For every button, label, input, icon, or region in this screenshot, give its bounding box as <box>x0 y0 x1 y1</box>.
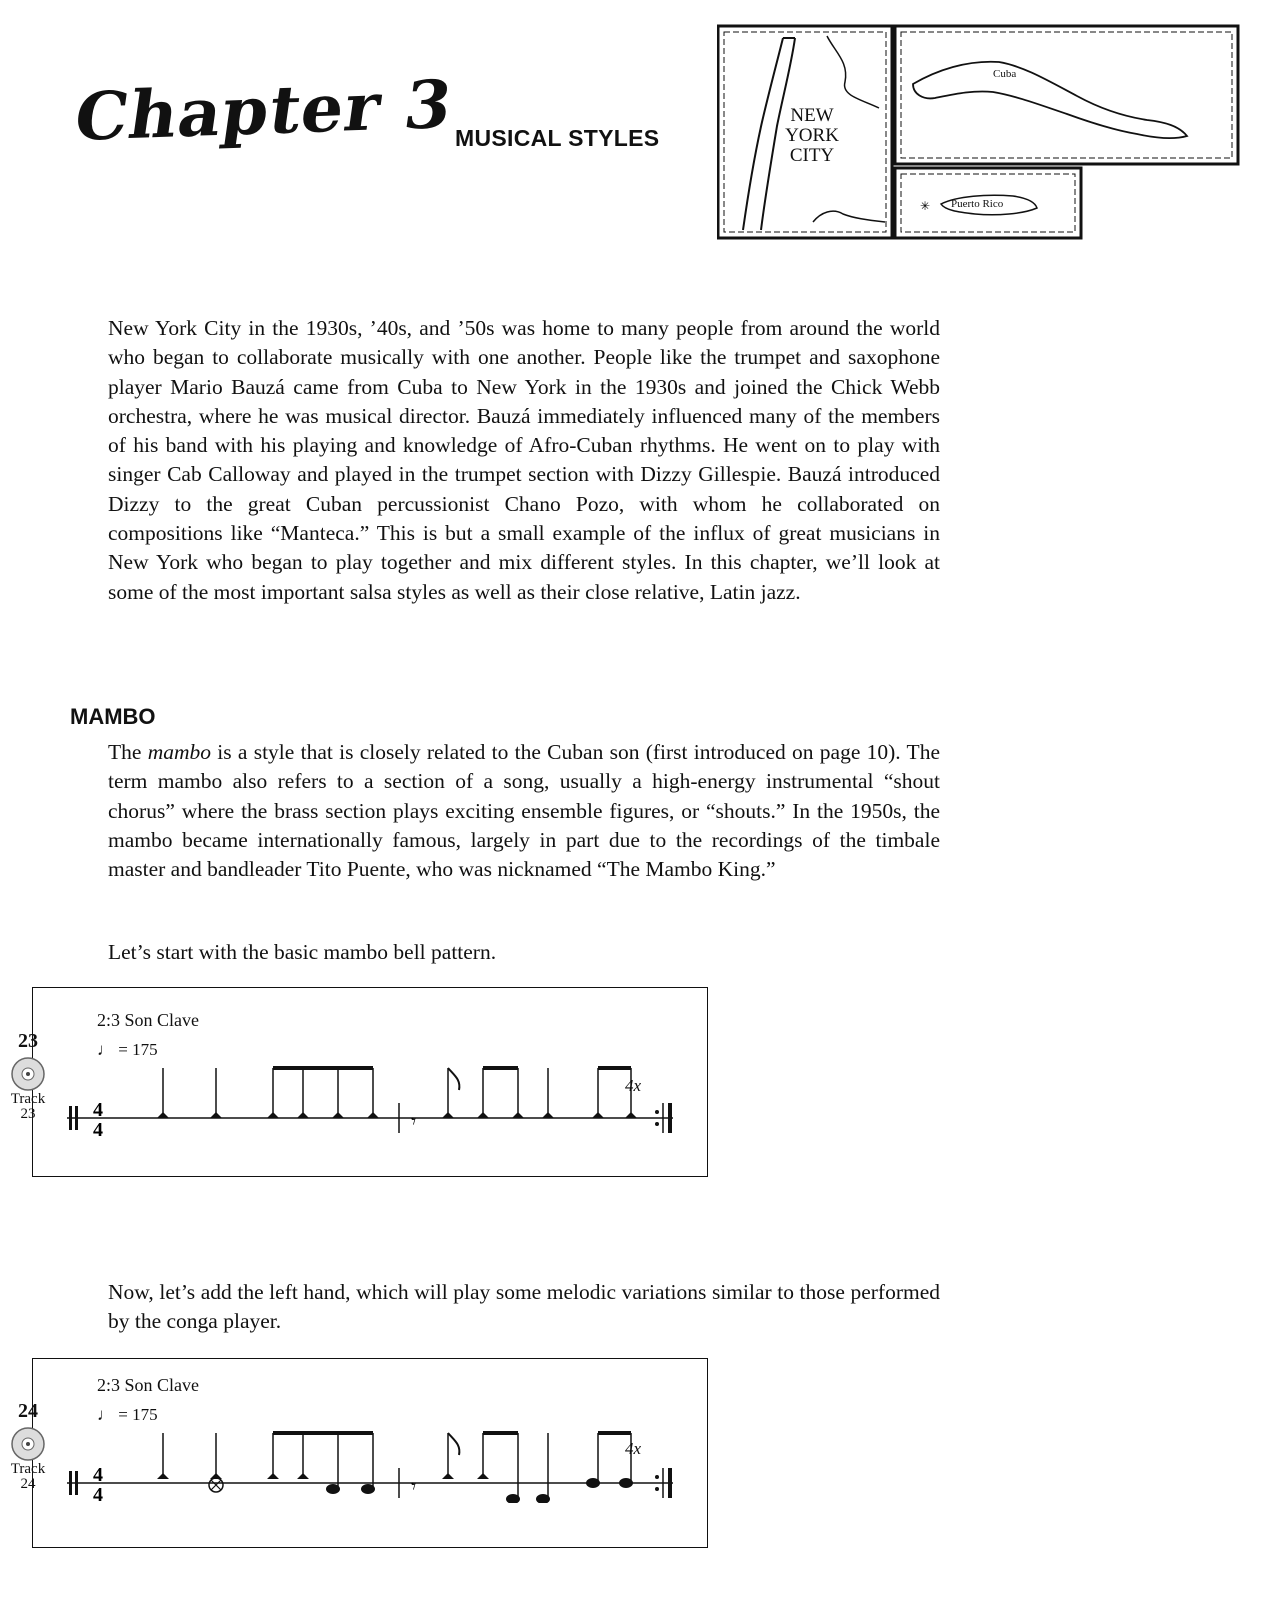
mambo-paragraph-start: The <box>108 740 148 764</box>
rhythm-staff-1 <box>63 1028 683 1138</box>
time-sig-bottom: 4 <box>93 1119 103 1138</box>
quarter-note-icon: ♩ <box>97 1040 114 1059</box>
track-label-24 <box>6 1462 50 1492</box>
nyc-label-line-3: CITY <box>789 145 835 166</box>
clave-label: 2:3 Son Clave <box>97 1010 199 1030</box>
track-label-number: 23 <box>20 1106 36 1122</box>
notation-example-2 <box>32 1358 708 1548</box>
svg-text:𝄾: 𝄾 <box>411 1109 417 1133</box>
mambo-term: mambo <box>147 740 212 764</box>
example1-intro: Let’s start with the basic mambo bell pattern. <box>108 940 497 964</box>
track-number-24: 24 <box>18 1400 38 1422</box>
tempo-value: = 175 <box>118 1040 158 1059</box>
cd-icon <box>10 1056 46 1092</box>
rhythm-staff-2 <box>63 1393 683 1503</box>
quarter-note-icon: ♩ <box>97 1405 114 1424</box>
caribbean-maps-illustration <box>717 22 1243 254</box>
notation-example-1 <box>32 987 708 1177</box>
cd-icon <box>10 1426 46 1462</box>
nyc-label-line-2: YORK <box>785 125 839 146</box>
track-label-number: 24 <box>20 1476 36 1492</box>
track-label-text: Track <box>10 1461 46 1477</box>
time-sig-bottom: 4 <box>93 1484 103 1503</box>
nyc-label <box>783 106 841 166</box>
section-heading-mambo: MAMBO <box>70 704 156 729</box>
example2-intro: Now, let’s add the left hand, which will play some melodic variations similar to those performed by the conga player. <box>108 1280 940 1334</box>
cuba-label: Cuba <box>993 68 1017 80</box>
track-label-23 <box>6 1092 50 1122</box>
clave-label: 2:3 Son Clave <box>97 1375 199 1395</box>
track-label-text: Track <box>10 1091 46 1107</box>
svg-text:✳: ✳ <box>920 199 931 213</box>
puerto-rico-label: Puerto Rico <box>951 198 1004 210</box>
mambo-paragraph-rest: is a style that is closely related to the Cuban son (first introduced on page 10). The term mambo also refers to a section of a song, usually a high-energy instrumental “shout chorus” where the brass section plays exciting ensemble figures, or “shouts.” In the 1950s, the mambo became internationally famous, largely in part due to the recordings of the timbale master and bandleader Tito Puente, who was nicknamed “The Mambo King.” <box>108 740 940 882</box>
chapter-title: Chapter 3 <box>70 64 458 156</box>
time-sig-top: 4 <box>93 1464 103 1486</box>
chapter-subtitle: MUSICAL STYLES <box>455 125 660 151</box>
time-sig-top: 4 <box>93 1099 103 1121</box>
repeat-count: 4x <box>625 1076 642 1095</box>
repeat-count: 4x <box>625 1439 642 1458</box>
nyc-label-line-1: NEW <box>790 105 834 126</box>
intro-paragraph: New York City in the 1930s, ’40s, and ’50s was home to many people from around the world who began to collaborate musically with one another. People like the trumpet and saxophone player Mario Bauzá came from Cuba to New York in the 1930s and joined the Chick Webb orchestra, where he was musical director. Bauzá immediately influenced many of the members of his band with his playing and knowledge of Afro-Cuban rhythms. He went on to play with singer Cab Calloway and played in the trumpet section with Dizzy Gillespie. Bauzá introduced Dizzy to the great Cuban percussionist Chano Pozo, with whom he collaborated on compositions like “Manteca.” This is but a small example of the influx of great musicians in New York who began to play together and mix different styles. In this chapter, we’ll look at some of the most important salsa styles as well as their close relative, Latin jazz. <box>108 316 940 604</box>
svg-text:𝄾: 𝄾 <box>411 1474 417 1498</box>
mambo-paragraph <box>108 738 940 884</box>
track-number-23: 23 <box>18 1030 38 1052</box>
tempo-value: = 175 <box>118 1405 158 1424</box>
